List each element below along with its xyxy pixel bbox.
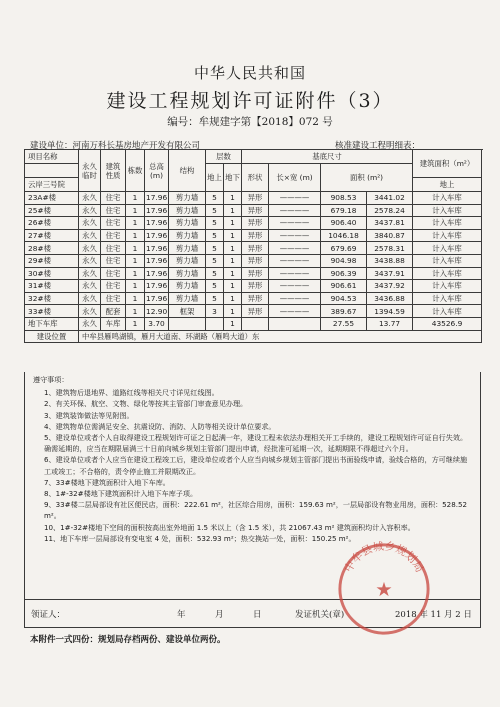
cell-struct: 框架 bbox=[169, 305, 206, 318]
cell-above: 5 bbox=[206, 242, 224, 255]
sign-day: 日 bbox=[253, 610, 262, 620]
project-detail-table bbox=[24, 149, 482, 343]
cell-perm: 永久 bbox=[79, 254, 101, 267]
table-row bbox=[25, 317, 482, 330]
cell-name: 29#楼 bbox=[25, 254, 79, 267]
cell-area: 906.40 bbox=[321, 217, 367, 230]
cell-use: 住宅 bbox=[101, 292, 126, 305]
cell-area: 389.67 bbox=[321, 305, 367, 318]
table-row bbox=[25, 229, 482, 242]
header-gross-area: 建筑面积（m²） bbox=[413, 150, 482, 178]
cell-struct: 剪力墙 bbox=[169, 242, 206, 255]
cell-shape: 异形 bbox=[242, 305, 269, 318]
header-levels-below: 地下 bbox=[224, 164, 242, 192]
cell-area: 906.61 bbox=[321, 280, 367, 293]
cell-shape: 异形 bbox=[242, 192, 269, 205]
cell-below: 1 bbox=[224, 317, 242, 330]
cell-gb: 计入车库 bbox=[413, 192, 482, 205]
note-item: 1、建筑物后退地界、道路红线等相关尺寸详见红线图。 bbox=[44, 388, 219, 398]
cell-above: 5 bbox=[206, 229, 224, 242]
cell-area: 679.18 bbox=[321, 204, 367, 217]
sign-month: 月 bbox=[215, 610, 224, 620]
cell-above: 5 bbox=[206, 192, 224, 205]
note-item: 11、地下车库一层局部设有变电室 4 处，面积：532.93 m²；热交换站一处，面积：150.25 m²。 bbox=[44, 533, 356, 543]
cell-gb: 计入车库 bbox=[413, 229, 482, 242]
cell-use: 住宅 bbox=[101, 267, 126, 280]
cell-use: 车库 bbox=[101, 317, 126, 330]
cell-ga: 3441.02 bbox=[367, 192, 413, 205]
cell-ga: 3436.88 bbox=[367, 292, 413, 305]
cell-area: 904.53 bbox=[321, 292, 367, 305]
cell-use: 住宅 bbox=[101, 192, 126, 205]
table-row bbox=[25, 292, 482, 305]
cell-shape: 异形 bbox=[242, 217, 269, 230]
cell-height: 17.96 bbox=[146, 205, 168, 215]
header-subproject: 云岸三号院 bbox=[25, 178, 79, 192]
cell-count: 1 bbox=[126, 280, 145, 293]
cell-perm: 永久 bbox=[79, 317, 101, 330]
cell-above: 5 bbox=[206, 267, 224, 280]
cell-shape: 异形 bbox=[242, 280, 269, 293]
cell-struct bbox=[169, 317, 206, 330]
cell-use: 配套 bbox=[101, 305, 126, 318]
header-shape: 形状 bbox=[242, 164, 269, 192]
cell-ga: 2578.31 bbox=[367, 242, 413, 255]
country-title: 中华人民共和国 bbox=[193, 64, 306, 82]
cell-above: 5 bbox=[206, 204, 224, 217]
cell-shape: 异形 bbox=[242, 242, 269, 255]
issue-date: 2018 年 11 月 2 日 bbox=[395, 610, 472, 620]
cell-lw: ———— bbox=[269, 217, 321, 230]
cell-gb: 计入车库 bbox=[413, 280, 482, 293]
cell-area: 904.98 bbox=[321, 254, 367, 267]
cell-above: 5 bbox=[206, 280, 224, 293]
cell-below: 1 bbox=[224, 305, 242, 318]
cell-below: 1 bbox=[224, 242, 242, 255]
cell-perm: 永久 bbox=[79, 204, 101, 217]
cell-struct: 剪力墙 bbox=[169, 292, 206, 305]
cell-above: 5 bbox=[206, 217, 224, 230]
cell-height: 17.96 bbox=[146, 243, 168, 253]
cell-below: 1 bbox=[224, 192, 242, 205]
cell-perm: 永久 bbox=[79, 242, 101, 255]
cell-gb: 计入车库 bbox=[413, 267, 482, 280]
header-permanent: 永久临时 bbox=[79, 150, 101, 192]
cell-area: 1046.18 bbox=[321, 229, 367, 242]
sign-year: 年 bbox=[177, 610, 186, 620]
cell-perm: 永久 bbox=[79, 292, 101, 305]
cell-struct: 剪力墙 bbox=[169, 229, 206, 242]
cell-name: 25#楼 bbox=[25, 204, 79, 217]
cell-ga: 2578.24 bbox=[367, 204, 413, 217]
note-item: 5、建设单位或者个人自取得建设工程规划许可证之日起满一年，建设工程未依法办理相关开工手续的，建设工程规划许可证自行失效。确需延期的，应当在期限届满三十日前向城乡规划主管部门提出申请，经批准可延期一次，延期期限不得超过六个月。 bbox=[44, 433, 468, 454]
cell-name: 30#楼 bbox=[25, 267, 79, 280]
cell-struct: 剪力墙 bbox=[169, 217, 206, 230]
issuer-label: 发证机关(章) bbox=[295, 610, 345, 620]
cell-count: 1 bbox=[126, 242, 145, 255]
cell-lw: ———— bbox=[269, 242, 321, 255]
cell-gb: 计入车库 bbox=[413, 217, 482, 230]
cell-lw: ———— bbox=[269, 280, 321, 293]
cell-shape: 异形 bbox=[242, 292, 269, 305]
cell-shape: 异形 bbox=[242, 254, 269, 267]
cell-shape: 异形 bbox=[242, 267, 269, 280]
header-total-height: 总高 (m) bbox=[145, 150, 169, 192]
cell-below: 1 bbox=[224, 267, 242, 280]
header-building-count: 栋数 bbox=[126, 150, 145, 192]
header-levels: 层数 bbox=[206, 150, 242, 164]
table-row bbox=[25, 217, 482, 230]
note-item: 4、建筑物单位需满足安全、抗震设防、消防、人防等相关设计单位要求。 bbox=[44, 421, 276, 431]
table-row bbox=[25, 192, 482, 205]
note-item: 2、有关环保、航空、文物、绿化等按其主管部门审查意见办理。 bbox=[44, 399, 248, 409]
document-number: 编号：牟规建字第【2018】072 号 bbox=[167, 116, 333, 128]
location-label: 建设位置 bbox=[25, 330, 79, 343]
cell-gb: 43526.9 bbox=[413, 317, 482, 330]
cell-area: 679.69 bbox=[321, 242, 367, 255]
header-structure: 结构 bbox=[169, 150, 206, 192]
cell-perm: 永久 bbox=[79, 267, 101, 280]
cell-lw: ———— bbox=[269, 204, 321, 217]
cell-ga: 3437.81 bbox=[367, 217, 413, 230]
cell-perm: 永久 bbox=[79, 217, 101, 230]
cell-count: 1 bbox=[126, 192, 145, 205]
cell-lw: ———— bbox=[269, 229, 321, 242]
header-project-name: 项目名称 bbox=[25, 150, 79, 164]
cell-name: 32#楼 bbox=[25, 292, 79, 305]
cell-above: 5 bbox=[206, 254, 224, 267]
cell-shape: 异形 bbox=[242, 204, 269, 217]
footer-note: 本附件一式四份：规划局存档两份、建设单位两份。 bbox=[30, 635, 226, 645]
table-row bbox=[25, 204, 482, 217]
note-item: 6、建设单位或者个人应当在建设工程竣工后，建设单位或者个人应当向城乡规划主管部门提出书面验线申请，验线合格的，方可继续施工或竣工；不合格的，责令停止施工并限期改正。 bbox=[44, 455, 468, 476]
cell-above: 5 bbox=[206, 292, 224, 305]
cell-name: 26#楼 bbox=[25, 217, 79, 230]
cell-gb: 计入车库 bbox=[413, 305, 482, 318]
header-levels-above: 地上 bbox=[206, 164, 224, 192]
cell-gb: 计入车库 bbox=[413, 242, 482, 255]
cell-area: 908.53 bbox=[321, 192, 367, 205]
cell-use: 住宅 bbox=[101, 229, 126, 242]
cell-perm: 永久 bbox=[79, 192, 101, 205]
cell-height: 12.90 bbox=[146, 306, 168, 316]
cell-name: 27#楼 bbox=[25, 229, 79, 242]
cell-area: 27.55 bbox=[321, 317, 367, 330]
cell-ga: 3438.88 bbox=[367, 254, 413, 267]
cell-count: 1 bbox=[126, 229, 145, 242]
cell-perm: 永久 bbox=[79, 280, 101, 293]
cell-below: 1 bbox=[224, 254, 242, 267]
cell-lw: ———— bbox=[269, 305, 321, 318]
cell-lw: ———— bbox=[269, 267, 321, 280]
cell-use: 住宅 bbox=[101, 204, 126, 217]
location-value: 中牟县雁鸣湖镇，雁月大道南、环湖路（雁鸣大道）东 bbox=[79, 330, 482, 343]
cell-name: 23A#楼 bbox=[25, 192, 79, 205]
cell-count: 1 bbox=[126, 267, 145, 280]
cell-struct: 剪力墙 bbox=[169, 280, 206, 293]
note-item: 9、33#楼二层局部设有社区便民店，面积：222.61 m²，社区综合用房，面积：159.63 m²，一层局部设有物业用房，面积：528.52 m²。 bbox=[44, 500, 467, 521]
cell-gb: 计入车库 bbox=[413, 204, 482, 217]
cell-perm: 永久 bbox=[79, 229, 101, 242]
cell-lw: ———— bbox=[269, 254, 321, 267]
cell-below: 1 bbox=[224, 292, 242, 305]
header-area-above: 地上 bbox=[413, 178, 482, 192]
cell-count: 1 bbox=[126, 317, 145, 330]
cell-lw: ———— bbox=[269, 292, 321, 305]
note-item: 3、建筑装饰做法等见附图。 bbox=[44, 410, 134, 420]
header-building-nature: 建筑性质 bbox=[101, 150, 126, 192]
header-length-width: 长×宽 (m) bbox=[269, 164, 321, 192]
note-item: 7、33#楼地下建筑面积计入地下车库。 bbox=[44, 477, 170, 487]
cell-ga: 3437.92 bbox=[367, 280, 413, 293]
cell-height: 17.96 bbox=[146, 193, 168, 203]
table-row bbox=[25, 242, 482, 255]
header-base-size: 基底尺寸 bbox=[242, 150, 413, 164]
receiver-label: 领证人： bbox=[31, 610, 66, 620]
note-item: 10、1#-32#楼地下空间的面积按高出室外地面 1.5 米以上（含 1.5 米），共 21067.43 m² 建筑面积均计入容积率。 bbox=[44, 522, 415, 532]
cell-lw: ———— bbox=[269, 192, 321, 205]
cell-height: 17.96 bbox=[146, 281, 168, 291]
official-seal-icon bbox=[335, 540, 433, 638]
cell-ga: 13.77 bbox=[367, 317, 413, 330]
construction-unit: 建设单位：河南万科长基房地产开发有限公司 bbox=[30, 141, 201, 151]
cell-shape: 异形 bbox=[242, 229, 269, 242]
cell-name: 28#楼 bbox=[25, 242, 79, 255]
cell-ga: 3840.87 bbox=[367, 229, 413, 242]
table-row bbox=[25, 267, 482, 280]
svg-text:★: ★ bbox=[375, 577, 393, 601]
cell-struct: 剪力墙 bbox=[169, 254, 206, 267]
cell-height: 17.96 bbox=[146, 231, 168, 241]
cell-use: 住宅 bbox=[101, 254, 126, 267]
cell-gb: 计入车库 bbox=[413, 292, 482, 305]
cell-ga: 1394.59 bbox=[367, 305, 413, 318]
cell-use: 住宅 bbox=[101, 242, 126, 255]
cell-count: 1 bbox=[126, 217, 145, 230]
notes-title: 遵守事项： bbox=[33, 375, 69, 384]
cell-above bbox=[206, 317, 224, 330]
cell-height: 17.96 bbox=[146, 268, 168, 278]
cell-height: 3.70 bbox=[145, 317, 169, 330]
header-base-area: 面积 (m²) bbox=[321, 164, 413, 192]
cell-count: 1 bbox=[126, 254, 145, 267]
cell-below: 1 bbox=[224, 204, 242, 217]
cell-name: 地下车库 bbox=[25, 317, 79, 330]
cell-height: 17.96 bbox=[146, 256, 168, 266]
cell-below: 1 bbox=[224, 217, 242, 230]
cell-name: 31#楼 bbox=[25, 280, 79, 293]
detail-table-note: 核准建设工程明细表： bbox=[335, 141, 421, 151]
cell-struct: 剪力墙 bbox=[169, 204, 206, 217]
cell-height: 17.96 bbox=[146, 218, 168, 228]
cell-below: 1 bbox=[224, 229, 242, 242]
cell-below: 1 bbox=[224, 280, 242, 293]
cell-lw bbox=[269, 317, 321, 330]
cell-struct: 剪力墙 bbox=[169, 192, 206, 205]
cell-shape bbox=[242, 317, 269, 330]
header-spacer bbox=[25, 164, 79, 178]
note-item: 8、1#-32#楼地下建筑面积计入地下车库子项。 bbox=[44, 489, 198, 499]
cell-ga: 3437.91 bbox=[367, 267, 413, 280]
document-title: 建设工程规划许可证附件（3） bbox=[106, 90, 394, 112]
cell-perm: 永久 bbox=[79, 305, 101, 318]
cell-count: 1 bbox=[126, 305, 145, 318]
cell-use: 住宅 bbox=[101, 280, 126, 293]
cell-area: 906.39 bbox=[321, 267, 367, 280]
table-row bbox=[25, 305, 482, 318]
cell-use: 住宅 bbox=[101, 217, 126, 230]
cell-height: 17.96 bbox=[146, 294, 168, 304]
seal-text: 中牟县城乡规划局 bbox=[341, 540, 427, 575]
table-row bbox=[25, 254, 482, 267]
cell-gb: 计入车库 bbox=[413, 254, 482, 267]
cell-above: 3 bbox=[206, 305, 224, 318]
cell-count: 1 bbox=[126, 204, 145, 217]
cell-count: 1 bbox=[126, 292, 145, 305]
table-row bbox=[25, 280, 482, 293]
cell-name: 33#楼 bbox=[25, 305, 79, 318]
cell-struct: 剪力墙 bbox=[169, 267, 206, 280]
